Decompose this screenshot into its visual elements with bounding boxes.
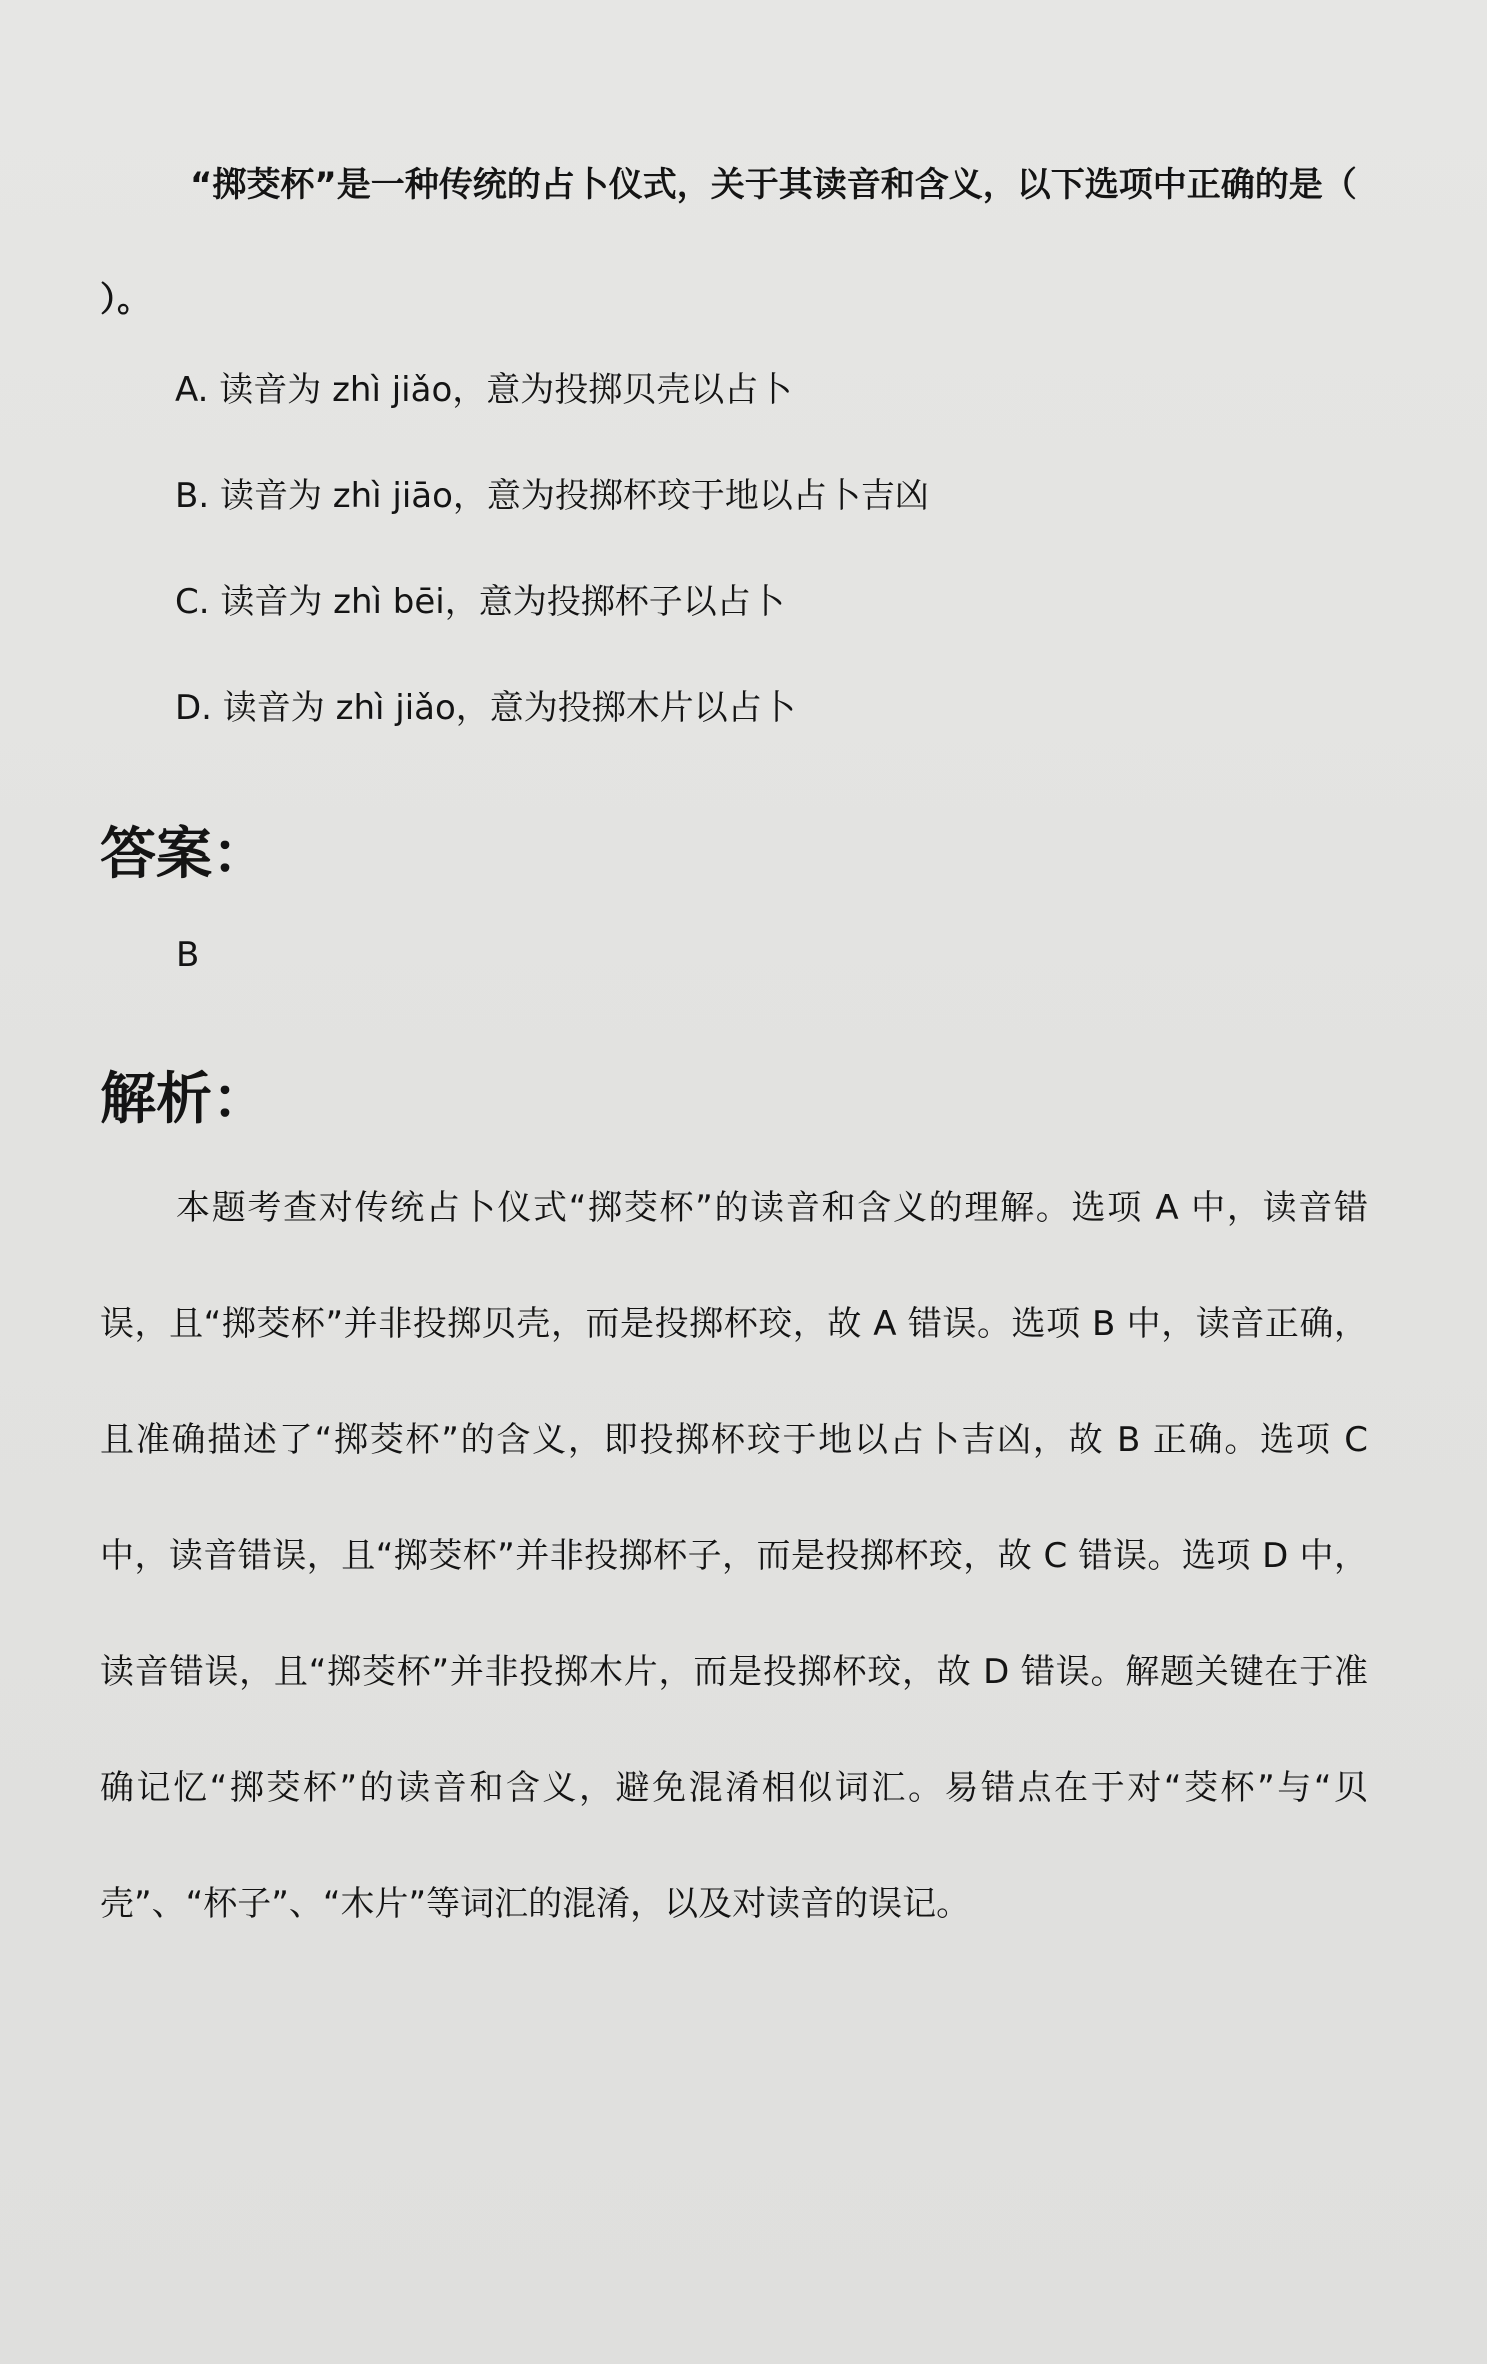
question-stem: “掷茭杯”是一种传统的占卜仪式，关于其读音和含义，以下选项中正确的是（ ）。	[100, 165, 1357, 320]
option-c: C. 读音为 zhì bēi，意为投掷杯子以占卜	[175, 582, 785, 622]
options-list	[175, 352, 929, 776]
answer-value: B	[176, 935, 200, 975]
analysis-heading: 解析：	[100, 1067, 268, 1132]
analysis-text: 本题考查对传统占卜仪式“掷茭杯”的读音和含义的理解。选项 A 中，读音错误，且“掷茭杯”并非投掷贝壳，而是投掷杯珓，故 A 错误。选项 B 中，读音正确，且准确描述了“掷茭杯”的含义，即投掷杯珓于地以占卜吉凶，故 B 正确。选项 C 中，读音错误，且“掷茭杯”并非投掷杯子，而是投掷杯珓，故 C 错误。选项 D 中，读音错误，且“掷茭杯”并非投掷木片，而是投掷杯珓，故 D 错误。解题关键在于准确记忆“掷茭杯”的读音和含义，避免混淆相似词汇。易错点在于对“茭杯”与“贝壳”、“杯子”、“木片”等词汇的混淆，以及对读音的误记。	[100, 1188, 1368, 1924]
answer-heading: 答案：	[100, 822, 268, 887]
option-d: D. 读音为 zhì jiǎo，意为投掷木片以占卜	[175, 688, 796, 728]
option-b: B. 读音为 zhì jiāo，意为投掷杯珓于地以占卜吉凶	[175, 476, 929, 516]
option-a: A. 读音为 zhì jiǎo，意为投掷贝壳以占卜	[175, 370, 793, 410]
